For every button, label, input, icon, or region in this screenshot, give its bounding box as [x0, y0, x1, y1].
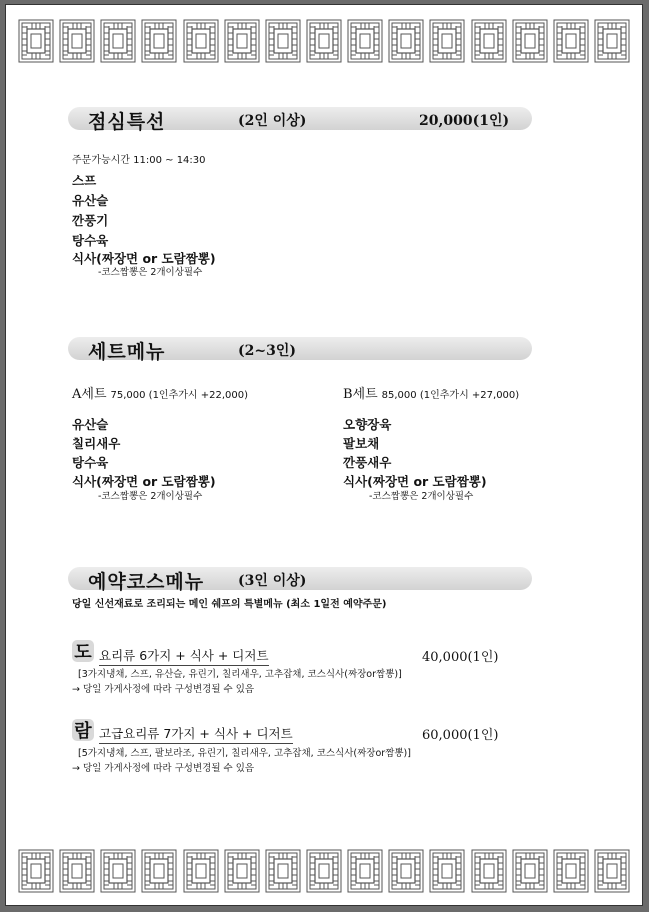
lattice-ornament: [59, 849, 95, 893]
lattice-ornament: [265, 849, 301, 893]
set-a-item: 칠리새우: [72, 436, 121, 451]
lunch-note: -코스짬뽕은 2개이상필수: [98, 267, 203, 278]
course-do-note: → 당일 가게사정에 따라 구성변경될 수 있음: [72, 684, 255, 695]
course-ram-price: 60,000(1인): [422, 728, 499, 743]
course-title: 예약코스메뉴: [88, 571, 205, 593]
ornamental-border-top: [18, 19, 630, 63]
lunch-title: 점심특선: [88, 111, 166, 133]
lattice-ornament: [512, 19, 548, 63]
course-ram-detail: [5가지냉채, 스프, 팔보라조, 유린기, 칠리새우, 고추잡채, 코스식사(짜장or짬뽕)]: [78, 748, 411, 759]
course-do-badge: 도: [72, 640, 94, 662]
lunch-item: 유산슬: [72, 193, 109, 208]
set-a-name: A세트: [72, 387, 107, 402]
course-do-line: 요리류 6가지 + 식사 + 디저트: [99, 646, 269, 666]
lattice-ornament: [471, 849, 507, 893]
set-a-heading: [72, 383, 248, 402]
set-a-item: 식사(짜장면 or 도람짬뽕): [72, 474, 216, 489]
lattice-ornament: [594, 19, 630, 63]
menu-page: [5, 4, 643, 906]
ornamental-border-bottom: [18, 849, 630, 893]
lattice-ornament: [183, 849, 219, 893]
lattice-ornament: [59, 19, 95, 63]
course-ram-note: → 당일 가게사정에 따라 구성변경될 수 있음: [72, 763, 255, 774]
set-b-item: 오향장육: [343, 417, 392, 432]
lattice-ornament: [18, 19, 54, 63]
lattice-ornament: [224, 849, 260, 893]
lattice-ornament: [553, 849, 589, 893]
set-b-item: 식사(짜장면 or 도람짬뽕): [343, 474, 487, 489]
lattice-ornament: [265, 19, 301, 63]
lattice-ornament: [512, 849, 548, 893]
course-ram-line: 고급요리류 7가지 + 식사 + 디저트: [99, 724, 293, 744]
lattice-ornament: [347, 849, 383, 893]
lattice-ornament: [18, 849, 54, 893]
set-b-item: 팔보채: [343, 436, 380, 451]
lattice-ornament: [183, 19, 219, 63]
course-do-price: 40,000(1인): [422, 650, 499, 665]
lattice-ornament: [388, 849, 424, 893]
lunch-hours: 주문가능시간 11:00 ~ 14:30: [72, 155, 206, 166]
lunch-item: 탕수육: [72, 233, 109, 248]
course-do-detail: [3가지냉채, 스프, 유산슬, 유린기, 칠리새우, 고추잡채, 코스식사(짜장or짬뽕)]: [78, 669, 402, 680]
set-a-note: -코스짬뽕은 2개이상필수: [98, 491, 203, 502]
set-b-price: 85,000 (1인추가시 +27,000): [381, 390, 520, 401]
lattice-ornament: [100, 19, 136, 63]
lattice-ornament: [594, 849, 630, 893]
set-a-price: 75,000 (1인추가시 +22,000): [110, 390, 249, 401]
lunch-item: 스프: [72, 173, 97, 188]
set-b-name: B세트: [343, 387, 378, 402]
set-b-note: -코스짬뽕은 2개이상필수: [369, 491, 474, 502]
lattice-ornament: [347, 19, 383, 63]
set-a-item: 유산슬: [72, 417, 109, 432]
course-subtitle: (3인 이상): [238, 573, 307, 589]
lattice-ornament: [429, 19, 465, 63]
lattice-ornament: [224, 19, 260, 63]
lattice-ornament: [306, 19, 342, 63]
lunch-price: 20,000(1인): [419, 113, 510, 129]
set-b-item: 깐풍새우: [343, 455, 392, 470]
lunch-item: 식사(짜장면 or 도람짬뽕): [72, 251, 216, 266]
lattice-ornament: [306, 849, 342, 893]
lunch-item: 깐풍기: [72, 213, 109, 228]
lattice-ornament: [141, 19, 177, 63]
set-title: 세트메뉴: [88, 341, 166, 363]
set-subtitle: (2~3인): [238, 343, 296, 359]
lattice-ornament: [141, 849, 177, 893]
lattice-ornament: [388, 19, 424, 63]
set-b-heading: [343, 383, 519, 402]
lattice-ornament: [429, 849, 465, 893]
course-description: 당일 신선재료로 조리되는 메인 쉐프의 특별메뉴 (최소 1일전 예약주문): [72, 599, 387, 610]
set-a-item: 탕수육: [72, 455, 109, 470]
lattice-ornament: [471, 19, 507, 63]
lunch-subtitle: (2인 이상): [238, 113, 307, 129]
lattice-ornament: [100, 849, 136, 893]
lattice-ornament: [553, 19, 589, 63]
course-ram-badge: 람: [72, 719, 94, 741]
